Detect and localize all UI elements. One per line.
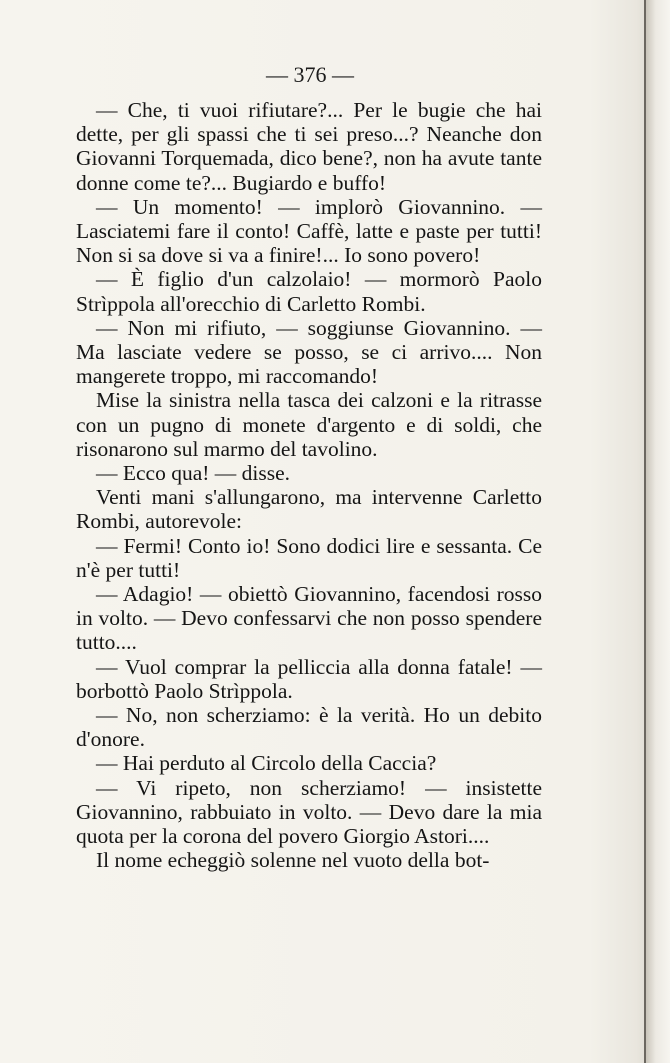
paragraph: Il nome echeggiò solenne nel vuoto della bot- xyxy=(96,848,490,873)
paragraph: Mise la sinistra nella tasca dei calzoni e la ritrasse con un pugno di monete d'argento e di soldi, che risonarono sul marmo del tavolino. xyxy=(76,388,542,461)
paragraph: — È figlio d'un calzolaio! — mormorò Paolo Strìppola all'orecchio di Carletto Rombi. xyxy=(76,267,542,316)
paragraph: — Adagio! — obiettò Giovannino, facendosi rosso in volto. — Devo confessarvi che non posso spendere tutto.... xyxy=(76,582,542,655)
paragraph: — Non mi rifiuto, — soggiunse Giovannino. — Ma lasciate vedere se posso, se ci arrivo.... Non mangerete troppo, mi raccomando! xyxy=(76,315,542,389)
paragraph: — Vi ripeto, non scherziamo! — insistette Giovannino, rabbuiato in volto. — Devo dare la mia quota per la corona del povero Giorgio Astori.... xyxy=(76,775,542,849)
page-gutter-shadow xyxy=(646,0,670,1063)
paragraph: — Che, ti vuoi rifiutare?... Per le bugie che hai dette, per gli spassi che ti sei preso...? Neanche don Giovanni Torquemada, dico bene?, non ha avute tante donne come te?... Bugiardo e buffo! xyxy=(76,98,542,195)
paragraph: — Ecco qua! — disse. xyxy=(96,461,291,486)
paragraph: — Fermi! Conto io! Sono dodici lire e sessanta. Ce n'è per tutti! xyxy=(76,533,542,582)
page-number: — 376 — xyxy=(266,62,354,87)
paragraph: Venti mani s'allungarono, ma intervenne Carletto Rombi, autorevole: xyxy=(76,485,542,534)
paragraph: — Hai perduto al Circolo della Caccia? xyxy=(96,751,437,776)
paragraph: — No, non scherziamo: è la verità. Ho un debito d'onore. xyxy=(76,703,542,752)
body-text xyxy=(76,98,542,873)
paragraph: — Vuol comprar la pelliccia alla donna fatale! — borbottò Paolo Strìppola. xyxy=(76,654,542,703)
paragraph: — Un momento! — implorò Giovannino. — Lasciatemi fare il conto! Caffè, latte e paste per tutti! Non si sa dove si va a finire!... Io sono povero! xyxy=(76,194,542,268)
